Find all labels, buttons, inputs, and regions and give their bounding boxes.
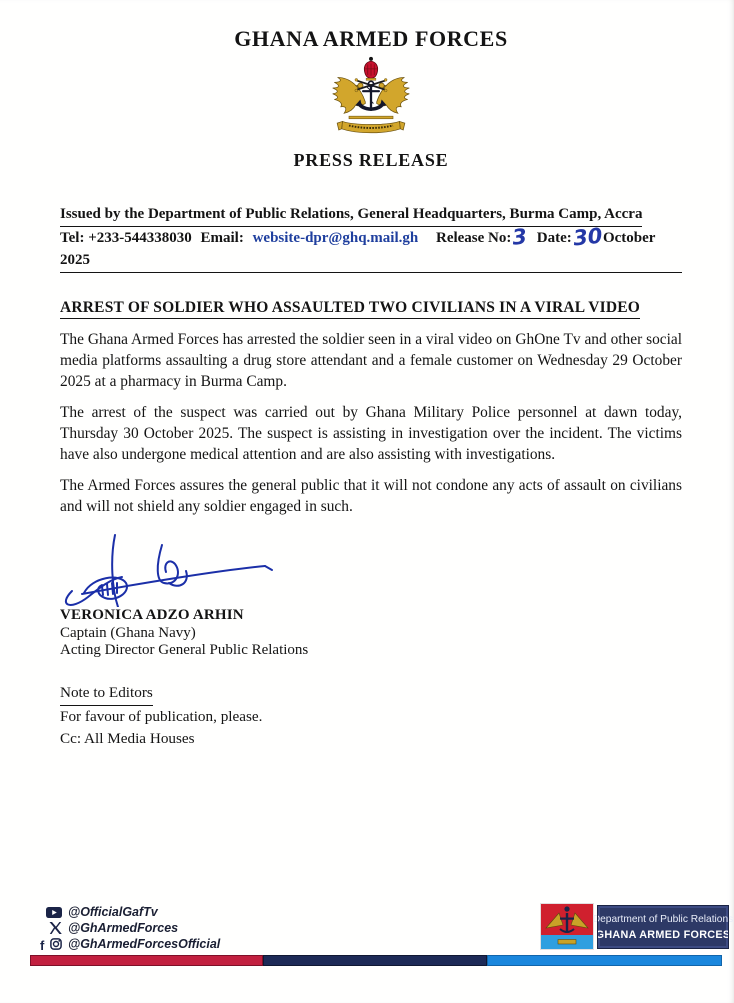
crest-container: [60, 56, 682, 138]
email-label: Email:: [200, 230, 244, 246]
date-label: Date:: [536, 230, 572, 246]
release-no-label: Release No:: [435, 230, 512, 246]
instagram-icon: [50, 938, 62, 950]
x-icon: [49, 922, 62, 934]
release-no-handwritten: 3: [511, 224, 529, 250]
social-handle-x: @GhArmedForces: [68, 921, 179, 935]
facebook-icon: [40, 938, 48, 951]
signatory-title: Acting Director General Public Relations: [60, 642, 309, 658]
bar-red-segment: [30, 955, 263, 966]
editors-note-block: [60, 682, 682, 750]
gaf-mini-logo: [540, 903, 594, 950]
issue-info-block: [60, 203, 682, 273]
social-handle-fb-ig: @GhArmedForcesOfficial: [68, 937, 221, 951]
headline-container: [60, 299, 682, 319]
note-line: For favour of publication, please.: [60, 707, 263, 725]
tel-label: Tel: +233-544338030: [60, 230, 192, 246]
signatory-rank: Captain (Ghana Navy): [60, 624, 196, 641]
footer-color-bar: [30, 955, 722, 966]
signatory-name: VERONICA ADZO ARHIN: [60, 607, 244, 623]
social-handle-youtube: @OfficialGafTv: [68, 905, 158, 919]
signature-image: [62, 531, 274, 607]
svg-text:f: f: [40, 937, 45, 951]
note-heading: Note to Editors: [60, 682, 153, 706]
date-rest: October 2025: [60, 230, 656, 268]
contact-line: [60, 223, 682, 273]
issued-by-line: Issued by the Department of Public Relations, General Headquarters, Burma Camp, Accra: [60, 203, 642, 227]
doc-type-title: PRESS RELEASE: [293, 150, 449, 170]
social-row-fb-ig: [30, 936, 220, 952]
body-paragraph-3: The Armed Forces assures the general public that it will not condone any acts of assault on civilians and will not shield any soldier engaged in such.: [60, 477, 682, 515]
dept-line1: Department of Public Relations: [592, 913, 734, 925]
bar-navy-segment: [263, 955, 487, 966]
bar-blue-segment: [487, 955, 722, 966]
signatory-block: [60, 607, 682, 660]
social-row-x: [30, 920, 220, 936]
signature-container: [62, 531, 682, 607]
headline: ARREST OF SOLDIER WHO ASSAULTED TWO CIVILIANS IN A VIRAL VIDEO: [60, 299, 640, 319]
ghana-armed-forces-crest-icon: [318, 56, 424, 138]
body-paragraph-1: The Ghana Armed Forces has arrested the soldier seen in a viral video on GhOne Tv and other social media platforms assaulting a drug store attendant and a female customer on Wednesday 29 October 2025 at a pharmacy in Burma Camp.: [60, 331, 682, 390]
dept-line2: GHANA ARMED FORCES: [595, 928, 731, 941]
social-handles-list: [30, 904, 220, 952]
cc-line: Cc: All Media Houses: [60, 729, 195, 747]
youtube-icon: [46, 907, 62, 918]
gaf-mini-logo-crest-icon: [541, 904, 593, 949]
email-value: website-dpr@ghq.mail.gh: [252, 230, 419, 246]
social-row-youtube: [30, 904, 220, 920]
body-paragraph-2: The arrest of the suspect was carried out by Ghana Military Police personnel at dawn today, Thursday 30 October 2025. The suspect is assisting in investigation over the incident. The victims have also undergone medical attention and are also assisting with investigations.: [60, 404, 682, 463]
org-title: GHANA ARMED FORCES: [234, 26, 508, 51]
date-handwritten: 30: [571, 223, 604, 251]
dept-box: [592, 906, 734, 948]
